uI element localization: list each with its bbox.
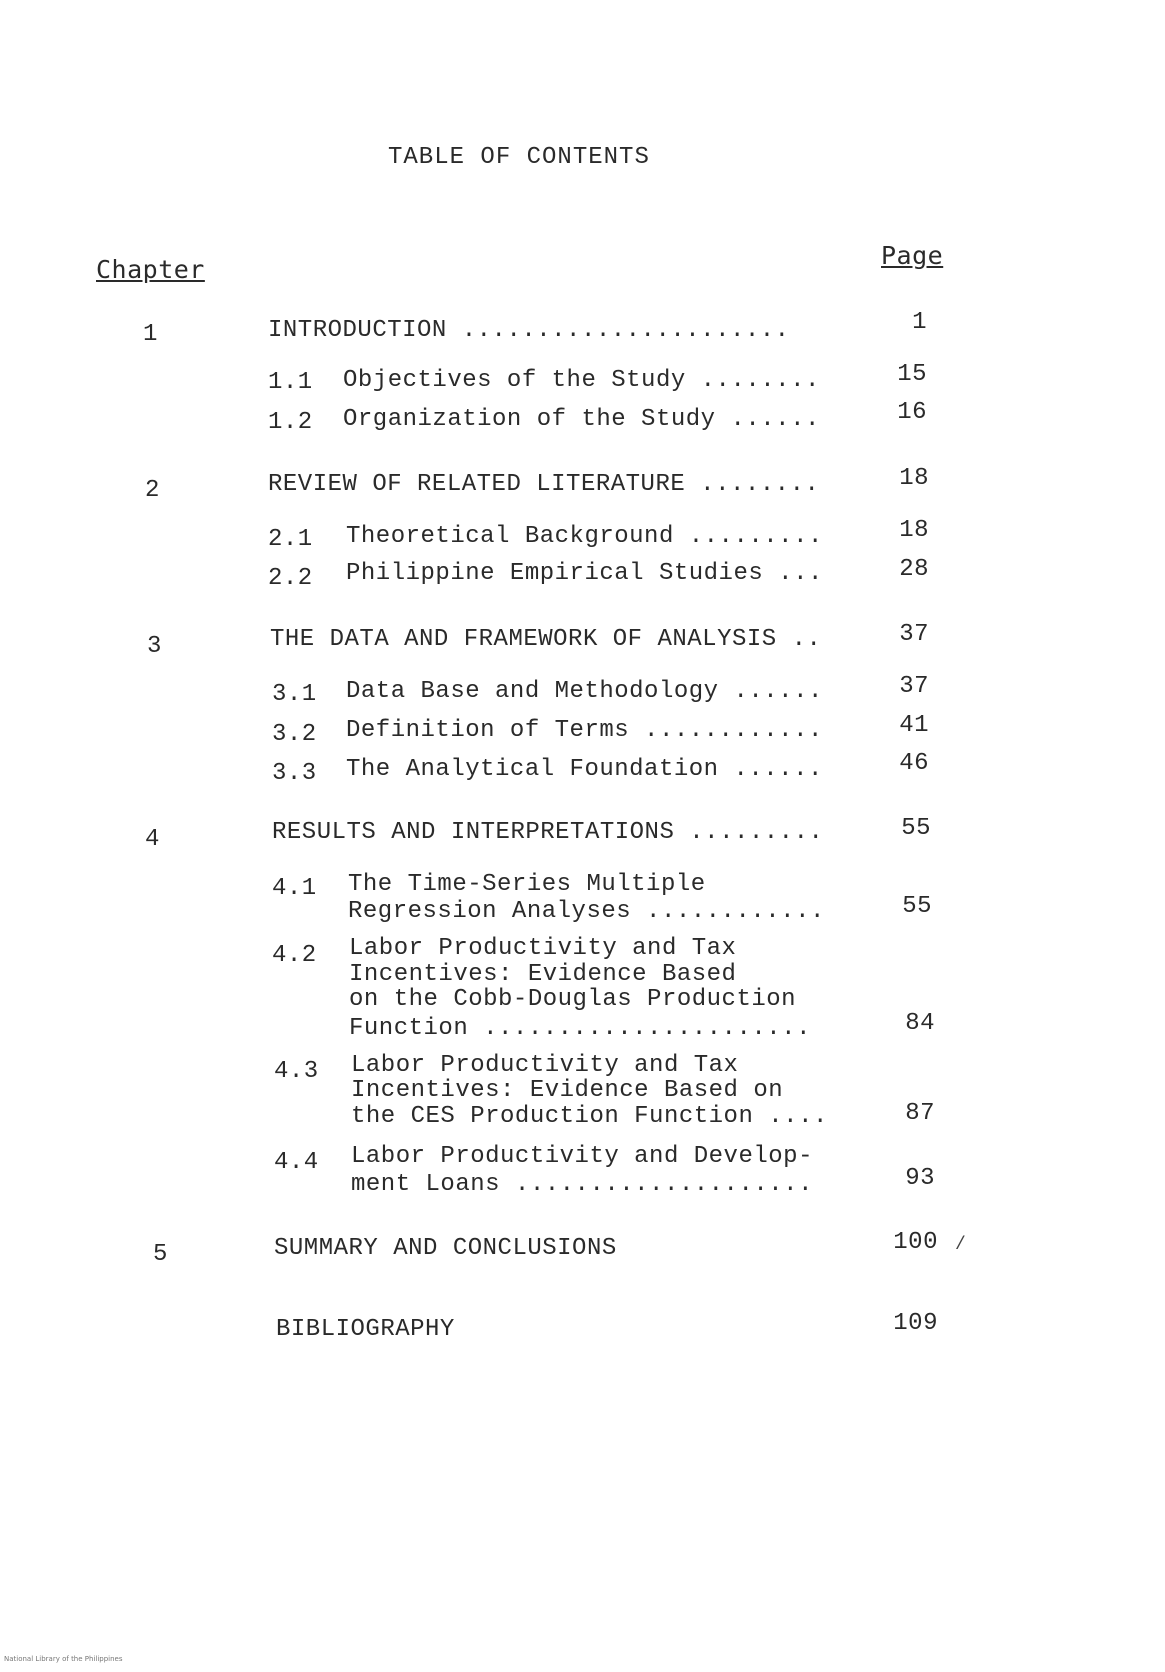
- section-title: Philippine Empirical Studies ...: [346, 560, 823, 587]
- section-number: 4.3: [274, 1058, 319, 1085]
- chapter-page: 100: [893, 1229, 938, 1256]
- section-title: Organization of the Study ......: [343, 406, 820, 433]
- section-page: 37: [899, 673, 929, 700]
- chapter-page: 1: [912, 309, 927, 336]
- section-title: Labor Productivity and Tax: [349, 935, 737, 962]
- section-number: 3.1: [272, 681, 317, 708]
- section-title: Objectives of the Study ........: [343, 367, 820, 394]
- page-title: TABLE OF CONTENTS: [388, 144, 650, 171]
- chapter-page: 55: [901, 815, 931, 842]
- section-title: on the Cobb-Douglas Production: [349, 986, 797, 1013]
- section-page: 41: [899, 712, 929, 739]
- chapter-number: 2: [145, 477, 160, 504]
- section-page: 18: [899, 517, 929, 544]
- footer-watermark: National Library of the Philippines: [4, 1655, 123, 1663]
- section-title: The Analytical Foundation ......: [346, 756, 823, 783]
- section-title: ment Loans ....................: [351, 1171, 813, 1198]
- section-title: Definition of Terms ............: [346, 717, 823, 744]
- section-number: 4.4: [274, 1149, 319, 1176]
- pencil-mark: /: [955, 1235, 967, 1255]
- section-number: 4.2: [272, 942, 317, 969]
- chapter-title: RESULTS AND INTERPRETATIONS .........: [272, 819, 824, 846]
- section-title: the CES Production Function ....: [351, 1103, 828, 1130]
- section-number: 2.2: [268, 565, 313, 592]
- section-title: Theoretical Background .........: [346, 523, 823, 550]
- section-title: Data Base and Methodology ......: [346, 678, 823, 705]
- section-page: 16: [897, 399, 927, 426]
- chapter-number: 4: [145, 826, 160, 853]
- bibliography-page: 109: [893, 1310, 938, 1337]
- section-page: 15: [897, 361, 927, 388]
- section-title: Regression Analyses ............: [348, 898, 825, 925]
- section-number: 3.2: [272, 721, 317, 748]
- chapter-page: 18: [899, 465, 929, 492]
- section-title: Labor Productivity and Tax: [351, 1052, 739, 1079]
- chapter-title: SUMMARY AND CONCLUSIONS: [274, 1235, 617, 1262]
- chapter-number: 5: [153, 1241, 168, 1268]
- section-page: 46: [899, 750, 929, 777]
- section-page: 93: [905, 1165, 935, 1192]
- section-title: Function ......................: [349, 1015, 811, 1042]
- bibliography-title: BIBLIOGRAPHY: [276, 1316, 455, 1343]
- section-page: 87: [905, 1100, 935, 1127]
- chapter-number: 3: [147, 633, 162, 660]
- chapter-title: REVIEW OF RELATED LITERATURE ........: [268, 471, 820, 498]
- chapter-column-header: Chapter: [96, 255, 205, 284]
- chapter-page: 37: [899, 621, 929, 648]
- section-number: 1.1: [268, 369, 313, 396]
- section-title: Incentives: Evidence Based: [349, 961, 737, 988]
- section-title: Labor Productivity and Develop-: [351, 1143, 813, 1170]
- page-column-header: Page: [881, 241, 944, 270]
- section-page: 84: [905, 1010, 935, 1037]
- chapter-title: INTRODUCTION ......................: [268, 317, 790, 344]
- section-page: 55: [902, 893, 932, 920]
- section-number: 3.3: [272, 760, 317, 787]
- chapter-number: 1: [143, 321, 158, 348]
- section-number: 2.1: [268, 526, 313, 553]
- section-page: 28: [899, 556, 929, 583]
- section-number: 1.2: [268, 409, 313, 436]
- section-title: Incentives: Evidence Based on: [351, 1077, 784, 1104]
- section-number: 4.1: [272, 875, 317, 902]
- chapter-title: THE DATA AND FRAMEWORK OF ANALYSIS ..: [270, 626, 822, 653]
- section-title: The Time-Series Multiple: [348, 871, 706, 898]
